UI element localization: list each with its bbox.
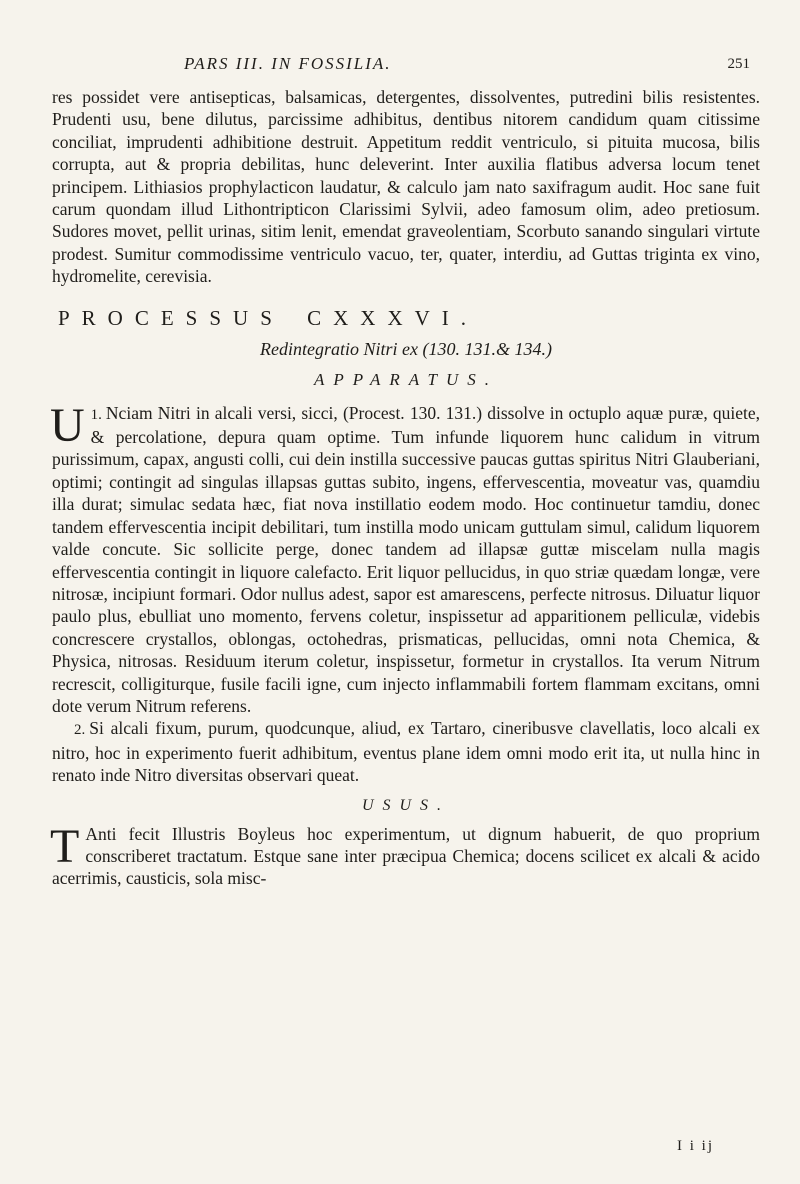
paragraph-2-text: Si alcali fixum, purum, quodcunque, aliud, ex Tartaro, cineribusve clavellatis, loco alcali ex nitro, hoc in experimento fuerit adhibitum, eventus plane idem omni modo erit ita, ut nulla hinc in renato inde Nitro diversitas observari queat.	[52, 718, 760, 786]
usus-paragraph	[50, 819, 760, 890]
page-number: 251	[727, 56, 750, 72]
section-title: PROCESSUS CXXXVI.	[58, 305, 479, 330]
running-title: PARS III. IN FOSSILIA.	[184, 54, 392, 73]
paragraph-2	[52, 717, 760, 786]
usus-text: Anti fecit Illustris Boyleus hoc experimentum, ut dignum habuerit, de quo proprium conscriberet tractatum. Estque sane inter præcipua Chemica; docens scilicet ex alcali & acido acerrimis, causticis, sola misc-	[52, 823, 760, 889]
paragraph-2-number: 2.	[74, 722, 86, 739]
apparatus-heading: APPARATUS.	[314, 369, 498, 389]
paragraph-1-dropcap: U	[50, 398, 85, 452]
signature-mark: I i ij	[677, 1138, 714, 1154]
usus-heading: USUS.	[361, 796, 451, 814]
paragraph-1	[50, 398, 760, 718]
paragraph-1-number: 1.	[90, 406, 102, 423]
usus-dropcap: T	[50, 819, 80, 873]
running-head	[52, 54, 760, 80]
paragraph-1-text: Nciam Nitri in alcali versi, sicci, (Procest. 130. 131.) dissolve in octuplo aquæ puræ, quiete, & percolatione, depura quam optime. Tum infunde liquorem hunc calidum in vitrum purissimum, capax, angusti colli, cui dein instilla successive paucas guttas spiritus Nitri Glauberiani, optimi; contingit ad singulas illapsas guttas subito, ingens, effervescentia, moveatur vas, quamdiu illa durat; simulac sedata hæc, fiat nova instillatio eodem modo. Hoc continuetur tamdiu, donec tandem effervescentia incipit debilitari, tum instilla modo unicam guttulam simul, calidum liquorem valde concute. Sic sollicite perge, donec tandem ad illapsæ guttæ miscelam nulla magis effervescentia contingit in liquore calefacto. Erit liquor pellucidus, in quo striæ quædam longæ, vere nitrosæ, incipiunt formari. Odor nullus adest, sapor est amarescens, perfecte nitrosus. Diluatur liquor paulo plus, ebulliat uno momento, fervens coletur, inspissetur ad apparitionem pelliculæ, videbis concrescere crystallos, oblongas, octohedras, prismaticas, pellucidas, omni nota Chemica, & Physica, nitrosas. Residuum iterum coletur, inspissetur, formetur in crystallos. Ita verum Nitrum recrescit, colligiturque, fusile facili igne, cum injecto inflammabili fortem flammam excitans, omni dote verum Nitrum referens.	[52, 402, 760, 716]
top-paragraph: res possidet vere antisepticas, balsamicas, detergentes, dissolventes, putredini bilis resistentes. Prudenti usu, bene dilutus, parcissime adhibitus, dentibus nitorem candidum quam citissime conciliat, imprudenti adhibitione destruit. Appetitum reddit ventriculo, si pituita mucosa, bilis corrupta, aut & propria debilitas, hunc deleverint. Inter auxilia flatibus adversa locum tenet principem. Lithiasios prophylacticon laudatur, & calculo jam nato saxifragum audit. Hoc sane fuit carum quondam illud Lithontripticon Clarissimi Sylvii, adeo famosum olim, adeo pretiosum. Sudores movet, pellit urinas, sitim lenit, emendat graveolentiam, Scorbuto sanando singulari virtute prodest. Sumitur commodissime ventriculo vacuo, ter, quater, interdiu, ad Guttas triginta ex vino, hydromelite, cerevisia.	[52, 87, 760, 287]
section-subtitle: Redintegratio Nitri ex (130. 131.& 134.)	[260, 338, 552, 359]
